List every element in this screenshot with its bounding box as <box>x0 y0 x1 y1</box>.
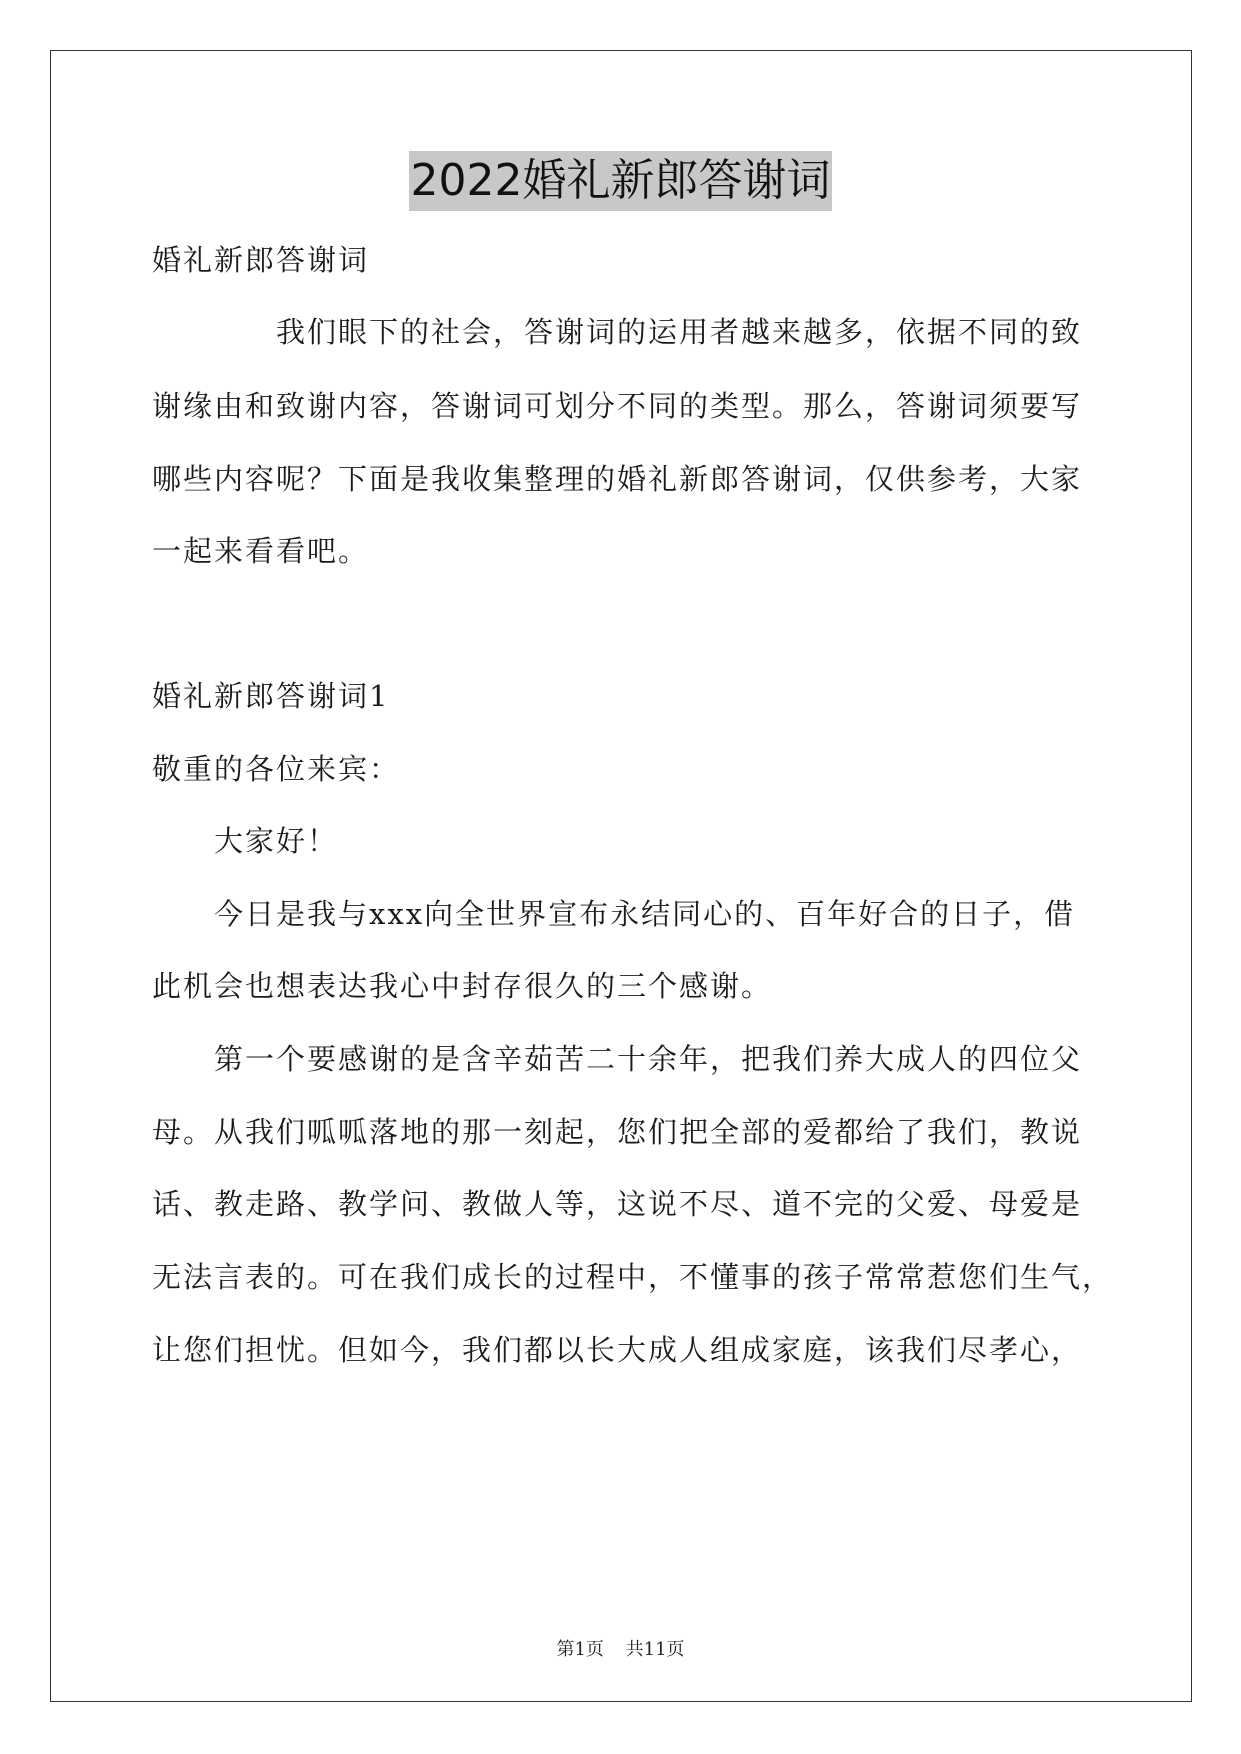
subtitle-line: 婚礼新郎答谢词 <box>152 243 370 277</box>
paragraph-line: 话、教走路、教学问、教做人等，这说不尽、道不完的父爱、母爱是 <box>152 1187 1083 1221</box>
paragraph-line: 我们眼下的社会，答谢词的运用者越来越多，依据不同的致 <box>276 315 1083 349</box>
paragraph-line: 母。从我们呱呱落地的那一刻起，您们把全部的爱都给了我们，教说 <box>152 1115 1083 1149</box>
paragraph-line: 今日是我与xxx向全世界宣布永结同心的、百年好合的日子，借 <box>214 897 1076 931</box>
paragraph-line: 谢缘由和致谢内容，答谢词可划分不同的类型。那么，答谢词须要写 <box>152 389 1083 423</box>
paragraph-line: 无法言表的。可在我们成长的过程中，不懂事的孩子常常惹您们生气， <box>152 1260 1114 1294</box>
title-container <box>0 151 1241 211</box>
document-title: 2022婚礼新郎答谢词 <box>409 151 833 211</box>
paragraph-line: 让您们担忧。但如今，我们都以长大成人组成家庭，该我们尽孝心， <box>152 1333 1083 1367</box>
salutation-line: 敬重的各位来宾： <box>152 752 401 786</box>
page-total: 共11页 <box>625 1639 685 1660</box>
paragraph-line: 一起来看看吧。 <box>152 534 370 568</box>
page-number: 第1页 <box>556 1639 604 1660</box>
page-border <box>50 50 1192 1702</box>
greeting-line: 大家好！ <box>214 824 339 858</box>
paragraph-line: 第一个要感谢的是含辛茹苦二十余年，把我们养大成人的四位父 <box>214 1042 1083 1076</box>
section-heading: 婚礼新郎答谢词1 <box>152 679 390 713</box>
page-footer <box>0 1635 1241 1661</box>
paragraph-line: 此机会也想表达我心中封存很久的三个感谢。 <box>152 969 773 1003</box>
paragraph-line: 哪些内容呢？下面是我收集整理的婚礼新郎答谢词，仅供参考，大家 <box>152 462 1083 496</box>
